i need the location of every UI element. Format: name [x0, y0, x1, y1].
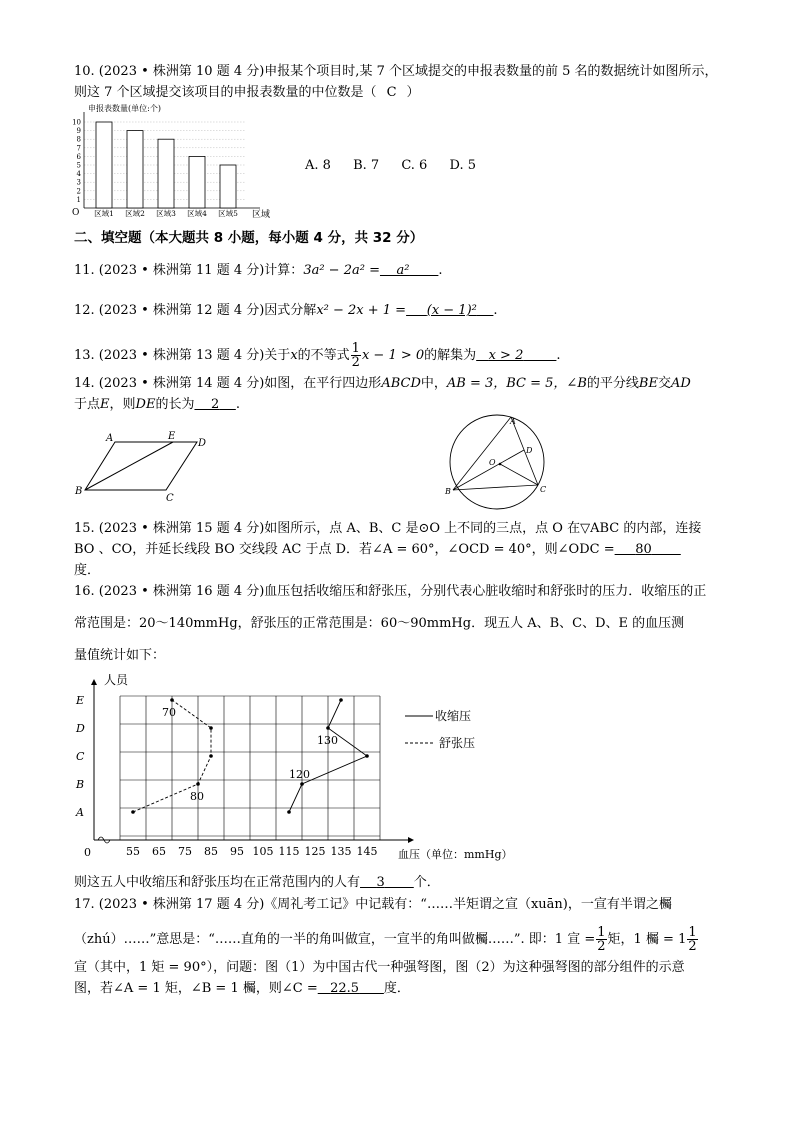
- bar-xtick: 区域1: [94, 209, 114, 218]
- q12-end: .: [493, 303, 498, 318]
- systolic-point: [300, 782, 304, 786]
- q17-answer: 22.5: [330, 981, 360, 996]
- bar: [127, 131, 143, 208]
- bp-xtick: 55: [126, 845, 140, 858]
- label-e: E: [168, 431, 176, 442]
- bp-xtick: 145: [356, 845, 378, 858]
- q17-line1: 17. (2023 • 株洲第 17 题 4 分)《周礼考工记》中记载有：“……半矩谓之宣（xuān)，一宣有半谓之欘: [74, 897, 672, 912]
- q12-expr: x² − 2x + 1 =: [316, 303, 407, 318]
- q16-line3: 量值统计如下：: [74, 648, 166, 663]
- bar-chart-origin: O: [72, 208, 80, 218]
- option-d[interactable]: D. 5: [449, 158, 476, 173]
- q16-line2: 常范围是：20～140mmHg，舒张压的正常范围是：60～90mmHg．现五人 A、B、C、D、E 的血压测: [74, 616, 685, 631]
- legend-diastolic: 舒张压: [439, 736, 476, 750]
- bar-ytick: 10: [72, 118, 81, 127]
- bp-xticks: [126, 845, 378, 858]
- bp-legend: [405, 708, 475, 750]
- segment-be: [85, 442, 173, 490]
- bar: [189, 156, 205, 208]
- bar: [96, 122, 112, 208]
- section-title: 二、填空题（本大题共 8 小题，每小题 4 分，共 32 分）: [74, 230, 424, 246]
- bp-xtick: 115: [278, 845, 300, 858]
- q13-stem: 13. (2023 • 株洲第 13 题 4 分)关于: [74, 348, 291, 363]
- systolic-point: [326, 726, 330, 730]
- option-b[interactable]: B. 7: [353, 158, 380, 173]
- diastolic-point: [170, 698, 174, 702]
- q13-post: 的解集为: [424, 348, 477, 363]
- bar-xtick: 区域4: [187, 209, 207, 218]
- bp-xtick: 65: [152, 845, 166, 858]
- label-a: A: [106, 433, 114, 444]
- bp-axes: [94, 680, 413, 843]
- bar: [220, 165, 236, 208]
- bar-ytick: 1: [76, 195, 81, 204]
- bar-chart-yticks: [72, 119, 81, 204]
- q15-line3: 度．: [74, 563, 101, 578]
- circle-label-b: B: [445, 487, 451, 496]
- option-c[interactable]: C. 6: [401, 158, 428, 173]
- q11-stem: 11. (2023 • 株洲第 11 题 4 分)计算：: [74, 263, 304, 278]
- bar-xtick: 区域2: [125, 209, 145, 218]
- circle-label-o: O: [489, 458, 496, 467]
- q11-end: .: [438, 263, 443, 278]
- bp-xtick: 95: [230, 845, 244, 858]
- diastolic-point: [209, 726, 213, 730]
- bp-ylabel: 人员: [104, 673, 129, 687]
- legend-systolic: 收缩压: [435, 709, 472, 723]
- q12-answer: (x − 1)²: [426, 303, 477, 318]
- label-b: B: [75, 486, 83, 497]
- q17-line2: （zhú）……”意思是：“……直角的一半的角叫做宣，一宣半的角叫做欘……”. 即：1 宣 = $\frac{1}{2}$ 矩，1 欘 = 1 $\frac{1}{2}$: [74, 925, 697, 954]
- q13-end: .: [556, 348, 561, 363]
- bar-chart-xlabel: 区域: [252, 210, 271, 220]
- parallelogram: [85, 442, 197, 490]
- q13-fraction: $\frac{1}{2}$: [351, 341, 360, 370]
- q13-var: x: [290, 348, 298, 363]
- bar-ytick: 5: [76, 161, 81, 170]
- bp-data-label: 70: [162, 706, 176, 719]
- bar-chart-ylabel: 申报表数量(单位:个): [88, 104, 161, 113]
- q15-line1: 15. (2023 • 株洲第 15 题 4 分)如图所示，点 A、B、C 是⊙O 上不同的三点，点 O 在▽ABC 的内部，连接: [74, 521, 702, 536]
- q15-answer: 80: [635, 542, 652, 557]
- q10-stem: 则这 7 个区域提交该项目的申报表数量的中位数是（: [74, 85, 377, 100]
- systolic-point: [339, 698, 343, 702]
- q10-close: ）: [406, 85, 420, 100]
- bp-xtick: 75: [178, 845, 192, 858]
- bar-chart-xticks: [94, 208, 238, 218]
- bar: [158, 139, 174, 208]
- label-c: C: [166, 493, 174, 503]
- q13-expr: x − 1 > 0: [361, 348, 425, 363]
- q10-answer: C: [386, 85, 397, 100]
- bp-data-label: 80: [190, 790, 204, 803]
- bar-ytick: 7: [76, 144, 81, 153]
- label-d: D: [198, 438, 207, 449]
- q14-answer: 2: [211, 397, 220, 412]
- bp-data-label: 120: [289, 768, 310, 781]
- bp-xlabel: 血压（单位：mmHg）: [398, 848, 513, 861]
- bar-ytick: 8: [76, 135, 81, 144]
- bp-xtick: 105: [252, 845, 274, 858]
- diastolic-point: [209, 754, 213, 758]
- bp-person-label: C: [76, 750, 85, 763]
- bp-chart: [70, 668, 540, 868]
- q13-mid: 的不等式: [297, 348, 350, 363]
- q13: [74, 342, 561, 369]
- bp-people-labels: [75, 694, 85, 819]
- bar-ytick: 4: [76, 170, 81, 179]
- parallelogram-figure: [70, 428, 220, 503]
- q14-line2: 于点E，则DE的长为 2 .: [74, 397, 240, 412]
- q13-answer: x > 2: [488, 348, 524, 363]
- bp-xtick: 135: [330, 845, 352, 858]
- bp-origin: 0: [84, 846, 91, 859]
- q17-line3: 宣（其中，1 矩 = 90°），问题：图（1）为中国古代一种强弩图，图（2）为这种强弩图的部分组件的示意: [74, 960, 685, 975]
- bar-ytick: 6: [76, 152, 81, 161]
- bp-person-label: D: [76, 722, 85, 735]
- circle-figure: [440, 412, 560, 512]
- q15-line2: BO 、CO，并延长线段 BO 交线段 AC 于点 D．若∠A = 60°，∠OCD = 40°，则∠ODC = 80: [74, 542, 652, 557]
- circle-label-a: A: [510, 417, 516, 426]
- q12: [74, 302, 498, 320]
- bar-xtick: 区域5: [218, 209, 238, 218]
- diastolic-point: [131, 810, 135, 814]
- bp-xtick: 85: [204, 845, 218, 858]
- bp-person-label: B: [76, 778, 85, 791]
- q14-line1: 14. (2023 • 株洲第 14 题 4 分)如图，在平行四边形ABCD中，AB = 3，BC = 5，∠B的平分线BE交AD: [74, 376, 691, 391]
- bp-xtick: 125: [304, 845, 326, 858]
- systolic-point: [287, 810, 291, 814]
- bp-grid: [120, 696, 380, 840]
- bar-chart: [70, 100, 280, 220]
- bar-ytick: 2: [76, 187, 81, 196]
- bp-data-label: 130: [317, 734, 338, 747]
- q10-options: [305, 158, 476, 173]
- circle-label-c: C: [540, 485, 547, 494]
- q17-line4: 图，若∠A = 1 矩，∠B = 1 欘，则∠C = 22.5 度．: [74, 981, 410, 996]
- q10-line1: 10. (2023 • 株洲第 10 题 4 分)申报某个项目时,某 7 个区域提交的申报表数量的前 5 名的数据统计如图所示，: [74, 64, 718, 79]
- circle-label-d: D: [526, 446, 533, 455]
- q11-answer: a²: [396, 263, 410, 278]
- q16-answer: 3: [376, 875, 385, 890]
- bp-person-label: E: [76, 694, 85, 707]
- q16-line1: 16. (2023 • 株洲第 16 题 4 分)血压包括收缩压和舒张压，分别代表心脏收缩时和舒张时的压力．收缩压的正: [74, 584, 707, 599]
- q11: [74, 262, 443, 280]
- q16-result: 则这五人中收缩压和舒张压均在正常范围内的人有 3 个．: [74, 875, 440, 890]
- q11-expr: 3a² − 2a² =: [303, 263, 380, 278]
- circle-o: [450, 415, 547, 509]
- bar-ytick: 9: [76, 127, 81, 136]
- systolic-point: [365, 754, 369, 758]
- bar-xtick: 区域3: [156, 209, 176, 218]
- diastolic-point: [196, 782, 200, 786]
- option-a[interactable]: A. 8: [305, 158, 331, 173]
- q12-stem: 12. (2023 • 株洲第 12 题 4 分)因式分解: [74, 303, 317, 318]
- bp-person-label: A: [76, 806, 84, 819]
- bar-ytick: 3: [76, 178, 81, 187]
